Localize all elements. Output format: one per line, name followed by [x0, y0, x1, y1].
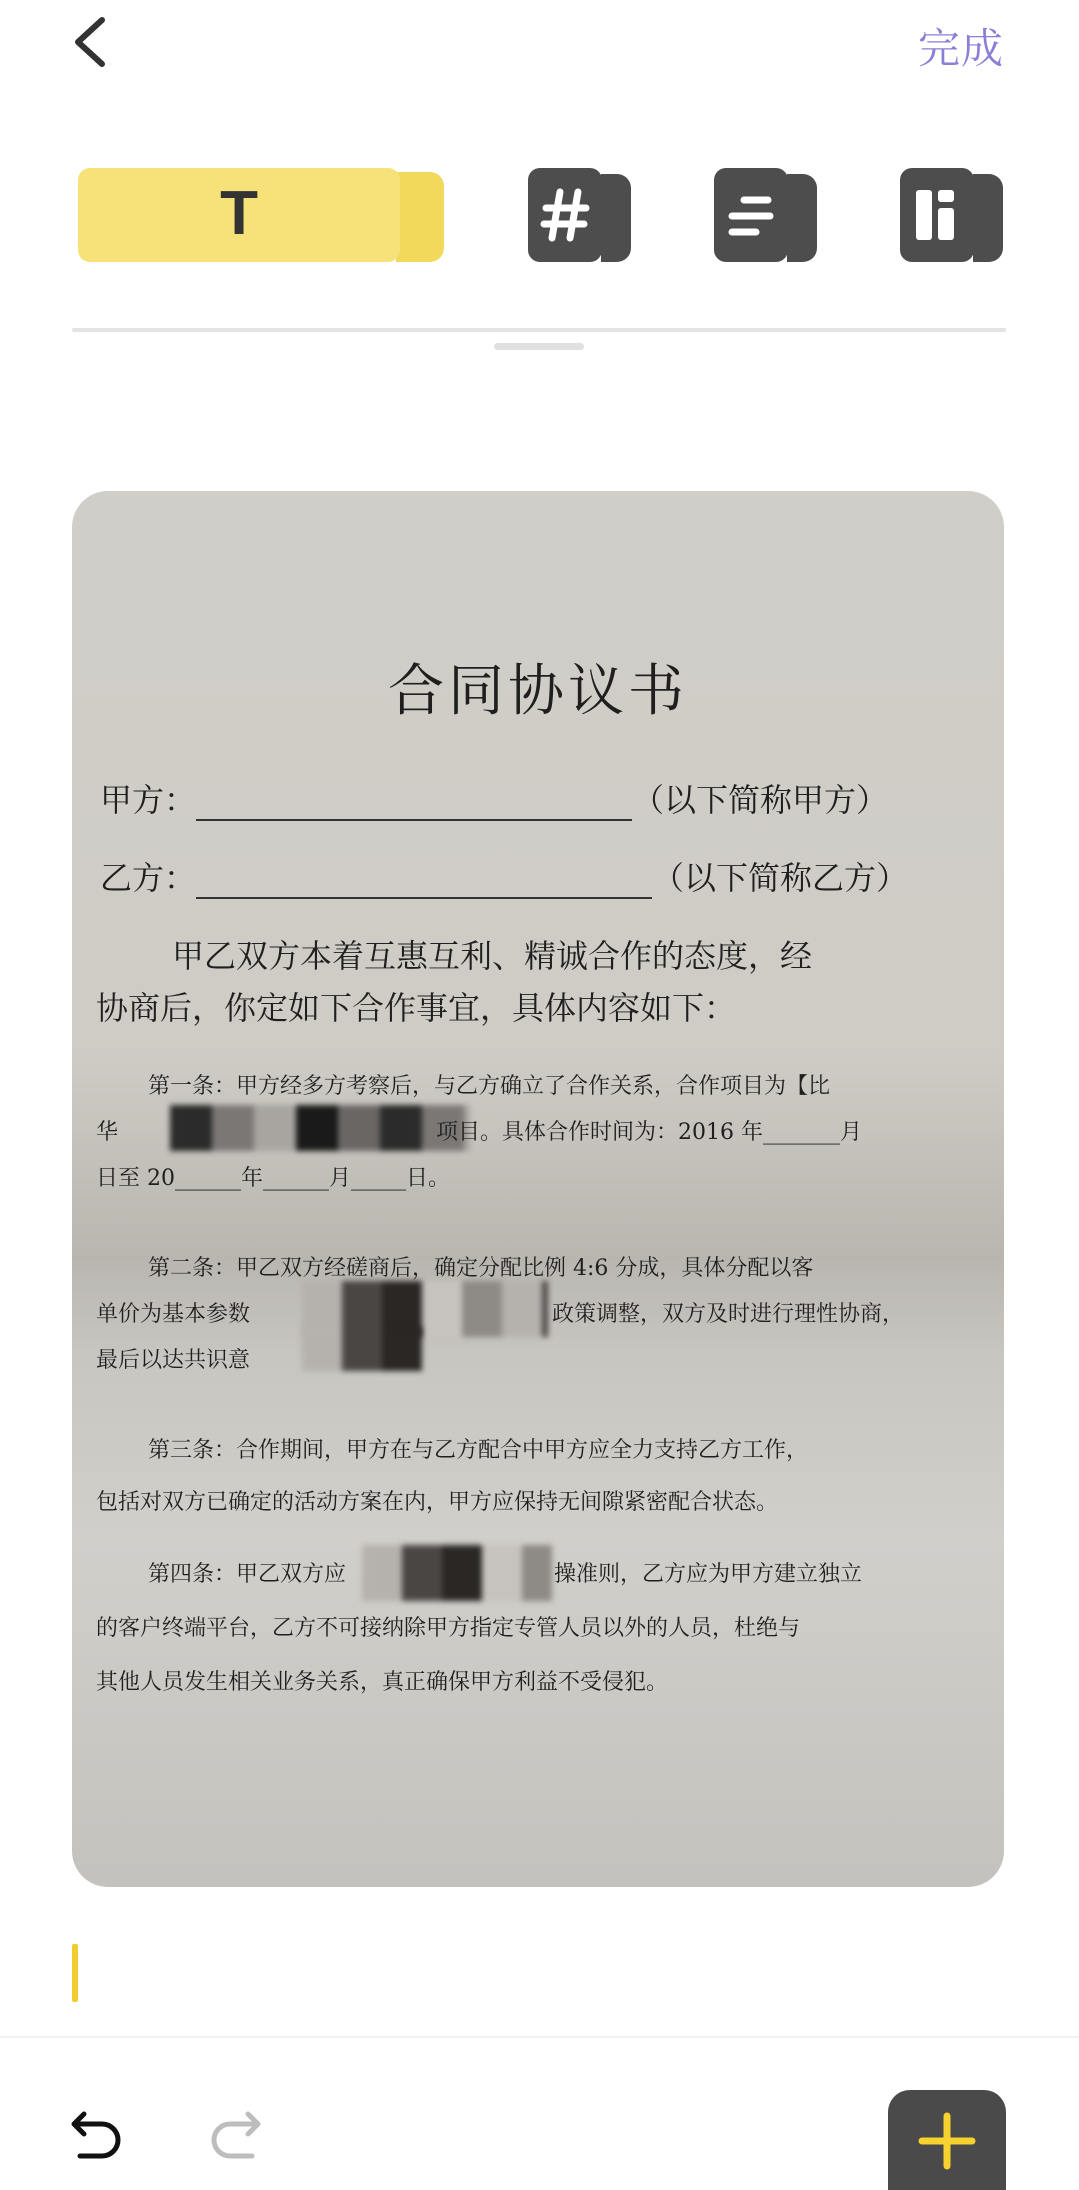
- party-a-label: 甲方：: [100, 781, 197, 819]
- article-1-line-2b: 项目。具体合作时间为：2016 年_______月: [436, 1120, 862, 1145]
- article-1-line-3: 日至 20______年______月_____日。: [96, 1166, 450, 1191]
- article-2-line-3: 最后以达共识意: [96, 1348, 251, 1373]
- undo-icon: [70, 2104, 126, 2160]
- intro-line-2: 协商后，你定如下合作事宜，具体内容如下：: [96, 989, 737, 1027]
- party-b-line: [100, 853, 908, 899]
- article-2-line-2b: 政策调整，双方及时进行理性协商，: [552, 1302, 905, 1327]
- text-lines-icon: [714, 168, 788, 262]
- done-button[interactable]: 完成: [918, 24, 1005, 73]
- tab-side: [598, 174, 631, 262]
- party-a-blank: [196, 789, 632, 821]
- party-b-label: 乙方：: [100, 859, 197, 897]
- party-a-suffix: （以下简称甲方）: [632, 781, 889, 819]
- intro-line-1: 甲乙双方本着互惠互利、精诚合作的态度，经: [172, 937, 813, 975]
- bottom-divider: [0, 2036, 1079, 2038]
- article-1-line-1: 第一条：甲方经多方考察后，与乙方确立了合作关系，合作项目为【比: [148, 1074, 831, 1099]
- article-4-line-2: 的客户终端平台，乙方不可接纳除甲方指定专管人员以外的人员，杜绝与: [96, 1616, 801, 1641]
- tab-side: [970, 174, 1003, 262]
- toolbar-divider: [72, 328, 1006, 332]
- tab-side: [396, 172, 444, 262]
- party-a-line: [100, 775, 888, 821]
- article-2-line-2a: 单价为基本参数: [96, 1302, 251, 1327]
- redacted-block: [362, 1545, 552, 1601]
- article-1-line-2a: 华: [96, 1120, 119, 1145]
- add-button[interactable]: [888, 2090, 1006, 2190]
- article-3-line-1: 第三条：合作期间，甲方在与乙方配合中甲方应全力支持乙方工作，: [148, 1438, 809, 1463]
- tab-side: [784, 174, 817, 262]
- article-4-line-1b: 操准则，乙方应为甲方建立独立: [554, 1562, 863, 1587]
- article-3-line-2: 包括对双方已确定的活动方案在内，甲方应保持无间隙紧密配合状态。: [96, 1490, 779, 1515]
- article-4-line-3: 其他人员发生相关业务关系，真正确保甲方利益不受侵犯。: [96, 1670, 669, 1695]
- redo-icon: [206, 2104, 262, 2160]
- doc-title: 合同协议书: [388, 659, 688, 724]
- redacted-block: [302, 1327, 422, 1371]
- document-photo[interactable]: [72, 491, 1004, 1887]
- party-b-suffix: （以下简称乙方）: [652, 859, 909, 897]
- article-4-line-1a: 第四条：甲乙双方应: [148, 1562, 347, 1587]
- columns-icon: [900, 168, 974, 262]
- undo-button[interactable]: [70, 2104, 126, 2160]
- tab-columns-tool[interactable]: [900, 168, 1002, 262]
- plus-icon: [918, 2112, 976, 2170]
- tab-hashtag-tool[interactable]: [528, 168, 630, 262]
- tab-text-tool[interactable]: [78, 168, 444, 262]
- back-button[interactable]: [66, 14, 118, 70]
- article-2-line-1: 第二条：甲乙双方经磋商后，确定分配比例 4:6 分成，具体分配以客: [148, 1256, 814, 1281]
- redo-button[interactable]: [206, 2104, 262, 2160]
- text-tool-glyph: T: [220, 179, 258, 248]
- party-b-blank: [196, 867, 652, 899]
- chevron-left-icon: [66, 14, 118, 70]
- hashtag-icon: [528, 168, 602, 262]
- tab-lines-tool[interactable]: [714, 168, 816, 262]
- drag-handle[interactable]: [494, 343, 584, 350]
- text-caret[interactable]: [72, 1944, 78, 2002]
- redacted-block: [170, 1105, 470, 1151]
